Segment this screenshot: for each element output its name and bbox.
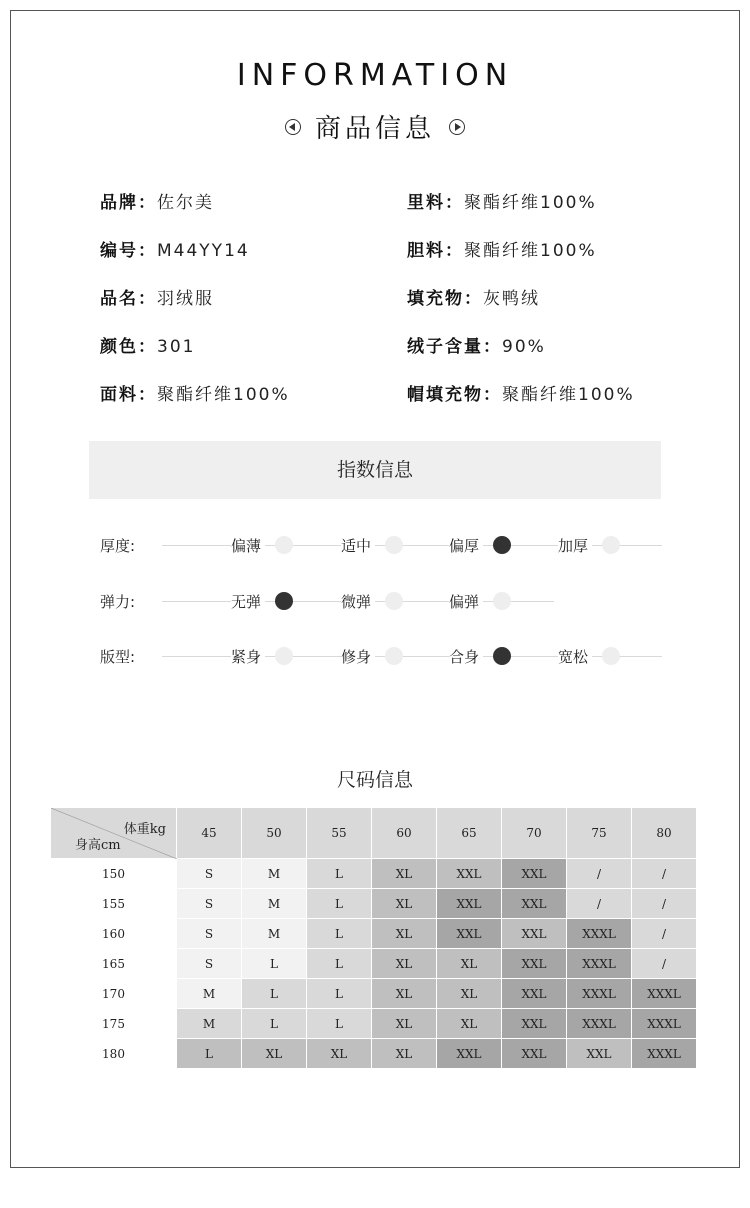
index-dot bbox=[275, 536, 293, 554]
size-section-title: 尺码信息 bbox=[336, 769, 413, 791]
arrow-left-icon bbox=[285, 119, 301, 135]
size-cell: M bbox=[242, 859, 307, 889]
index-section-title: 指数信息 bbox=[89, 441, 661, 499]
info-key: 帽填充物： bbox=[407, 385, 502, 405]
size-cell: L bbox=[307, 1009, 372, 1039]
info-value: 羽绒服 bbox=[157, 289, 214, 309]
index-dot-selected bbox=[275, 592, 293, 610]
size-cell: / bbox=[632, 919, 697, 949]
info-value: 90% bbox=[502, 337, 546, 357]
height-cell: 170 bbox=[51, 979, 177, 1009]
weight-header: 80 bbox=[632, 808, 697, 859]
size-cell: / bbox=[567, 859, 632, 889]
title-chinese-text: 商品信息 bbox=[314, 114, 435, 144]
size-cell: S bbox=[177, 859, 242, 889]
height-cell: 160 bbox=[51, 919, 177, 949]
height-cell: 180 bbox=[51, 1039, 177, 1069]
index-row-elasticity bbox=[0, 586, 750, 616]
size-cell: / bbox=[567, 889, 632, 919]
size-cell: XL bbox=[242, 1039, 307, 1069]
index-dot bbox=[385, 647, 403, 665]
size-cell: M bbox=[242, 919, 307, 949]
weight-header: 75 bbox=[567, 808, 632, 859]
size-cell: XXL bbox=[502, 949, 567, 979]
info-key: 绒子含量： bbox=[407, 337, 502, 357]
size-cell: XXL bbox=[502, 979, 567, 1009]
index-option: 偏厚 bbox=[449, 535, 483, 556]
index-option: 宽松 bbox=[558, 646, 592, 667]
size-cell: XXL bbox=[502, 919, 567, 949]
size-cell: M bbox=[177, 1009, 242, 1039]
weight-header: 70 bbox=[502, 808, 567, 859]
info-key: 胆料： bbox=[407, 241, 464, 261]
size-cell: XXL bbox=[502, 859, 567, 889]
info-value: 灰鸭绒 bbox=[483, 289, 540, 309]
weight-header: 65 bbox=[437, 808, 502, 859]
size-cell: S bbox=[177, 919, 242, 949]
index-option: 适中 bbox=[341, 535, 375, 556]
index-row-label: 厚度: bbox=[100, 537, 136, 555]
size-table-row bbox=[51, 1009, 697, 1039]
title-english: INFORMATION bbox=[236, 58, 514, 93]
size-cell: M bbox=[177, 979, 242, 1009]
size-cell: XL bbox=[372, 859, 437, 889]
info-code bbox=[100, 236, 250, 261]
size-cell: XXL bbox=[502, 889, 567, 919]
size-cell: XL bbox=[437, 979, 502, 1009]
index-option: 无弹 bbox=[231, 591, 265, 612]
info-key: 里料： bbox=[407, 193, 464, 213]
index-dot bbox=[602, 536, 620, 554]
info-color bbox=[100, 332, 195, 357]
info-key: 颜色： bbox=[100, 337, 157, 357]
size-cell: / bbox=[632, 889, 697, 919]
size-cell: XL bbox=[372, 1009, 437, 1039]
info-hood-filling bbox=[407, 380, 635, 405]
size-table-row bbox=[51, 919, 697, 949]
size-cell: L bbox=[242, 979, 307, 1009]
size-cell: XL bbox=[372, 979, 437, 1009]
weight-header: 55 bbox=[307, 808, 372, 859]
height-cell: 175 bbox=[51, 1009, 177, 1039]
size-table-row bbox=[51, 979, 697, 1009]
info-key: 品牌： bbox=[100, 193, 157, 213]
info-down-content bbox=[407, 332, 546, 357]
size-cell: XXXL bbox=[632, 1039, 697, 1069]
size-cell: L bbox=[307, 949, 372, 979]
size-header-row bbox=[51, 808, 697, 859]
info-fabric bbox=[100, 380, 290, 405]
size-cell: XL bbox=[372, 1039, 437, 1069]
size-cell: XXL bbox=[437, 859, 502, 889]
size-table-body bbox=[51, 859, 697, 1069]
index-row-fit bbox=[0, 641, 750, 671]
corner-weight-label: 体重kg bbox=[123, 822, 166, 837]
height-cell: 165 bbox=[51, 949, 177, 979]
size-cell: XXXL bbox=[567, 979, 632, 1009]
height-cell: 155 bbox=[51, 889, 177, 919]
index-row-thickness bbox=[0, 530, 750, 560]
size-cell: S bbox=[177, 949, 242, 979]
size-cell: L bbox=[307, 919, 372, 949]
index-dot bbox=[275, 647, 293, 665]
title-chinese bbox=[0, 108, 750, 145]
corner-height-label: 身高cm bbox=[75, 838, 121, 853]
info-inner bbox=[407, 236, 597, 261]
info-value: 聚酯纤维100% bbox=[464, 193, 597, 213]
size-cell: XXXL bbox=[632, 1009, 697, 1039]
size-cell: / bbox=[632, 859, 697, 889]
size-table-row bbox=[51, 949, 697, 979]
index-option: 偏弹 bbox=[449, 591, 483, 612]
info-value: 佐尔美 bbox=[157, 193, 214, 213]
index-dot bbox=[493, 592, 511, 610]
index-dot bbox=[385, 592, 403, 610]
size-cell: XL bbox=[372, 949, 437, 979]
index-option: 修身 bbox=[341, 646, 375, 667]
index-row-label: 弹力: bbox=[100, 593, 136, 611]
index-row-label: 版型: bbox=[100, 648, 136, 666]
index-dot-selected bbox=[493, 647, 511, 665]
info-key: 填充物： bbox=[407, 289, 483, 309]
info-key: 编号： bbox=[100, 241, 157, 261]
size-cell: XXL bbox=[502, 1039, 567, 1069]
size-cell: L bbox=[307, 979, 372, 1009]
size-cell: XL bbox=[372, 919, 437, 949]
size-cell: XL bbox=[437, 949, 502, 979]
size-table bbox=[50, 807, 697, 1069]
index-dot bbox=[602, 647, 620, 665]
size-cell: XXXL bbox=[567, 919, 632, 949]
info-value: 301 bbox=[157, 337, 196, 357]
size-table-corner bbox=[51, 808, 177, 859]
size-cell: L bbox=[242, 1009, 307, 1039]
info-name bbox=[100, 284, 214, 309]
size-cell: / bbox=[632, 949, 697, 979]
info-key: 品名： bbox=[100, 289, 157, 309]
size-cell: S bbox=[177, 889, 242, 919]
size-cell: L bbox=[307, 859, 372, 889]
index-option: 紧身 bbox=[231, 646, 265, 667]
size-cell: XXL bbox=[437, 889, 502, 919]
index-dot bbox=[385, 536, 403, 554]
weight-header: 60 bbox=[372, 808, 437, 859]
weight-header: 50 bbox=[242, 808, 307, 859]
size-cell: XXL bbox=[567, 1039, 632, 1069]
info-key: 面料： bbox=[100, 385, 157, 405]
size-table-row bbox=[51, 889, 697, 919]
info-value: 聚酯纤维100% bbox=[464, 241, 597, 261]
size-table-row bbox=[51, 1039, 697, 1069]
index-option: 合身 bbox=[449, 646, 483, 667]
size-cell: XXL bbox=[502, 1009, 567, 1039]
info-brand bbox=[100, 188, 214, 213]
size-table-row bbox=[51, 859, 697, 889]
info-value: 聚酯纤维100% bbox=[502, 385, 635, 405]
size-cell: XL bbox=[372, 889, 437, 919]
size-cell: XXL bbox=[437, 1039, 502, 1069]
weight-header: 45 bbox=[177, 808, 242, 859]
size-cell: XXXL bbox=[632, 979, 697, 1009]
size-cell: XXXL bbox=[567, 949, 632, 979]
size-cell: M bbox=[242, 889, 307, 919]
size-cell: XL bbox=[307, 1039, 372, 1069]
size-cell: XXL bbox=[437, 919, 502, 949]
size-cell: XXXL bbox=[567, 1009, 632, 1039]
info-value: M44YY14 bbox=[157, 241, 250, 261]
info-filling bbox=[407, 284, 540, 309]
size-cell: L bbox=[242, 949, 307, 979]
info-value: 聚酯纤维100% bbox=[157, 385, 290, 405]
index-dot-selected bbox=[493, 536, 511, 554]
index-option: 微弹 bbox=[341, 591, 375, 612]
size-cell: XL bbox=[437, 1009, 502, 1039]
height-cell: 150 bbox=[51, 859, 177, 889]
index-option: 偏薄 bbox=[231, 535, 265, 556]
size-cell: L bbox=[307, 889, 372, 919]
size-cell: L bbox=[177, 1039, 242, 1069]
info-lining bbox=[407, 188, 597, 213]
arrow-right-icon bbox=[449, 119, 465, 135]
index-option: 加厚 bbox=[558, 535, 592, 556]
